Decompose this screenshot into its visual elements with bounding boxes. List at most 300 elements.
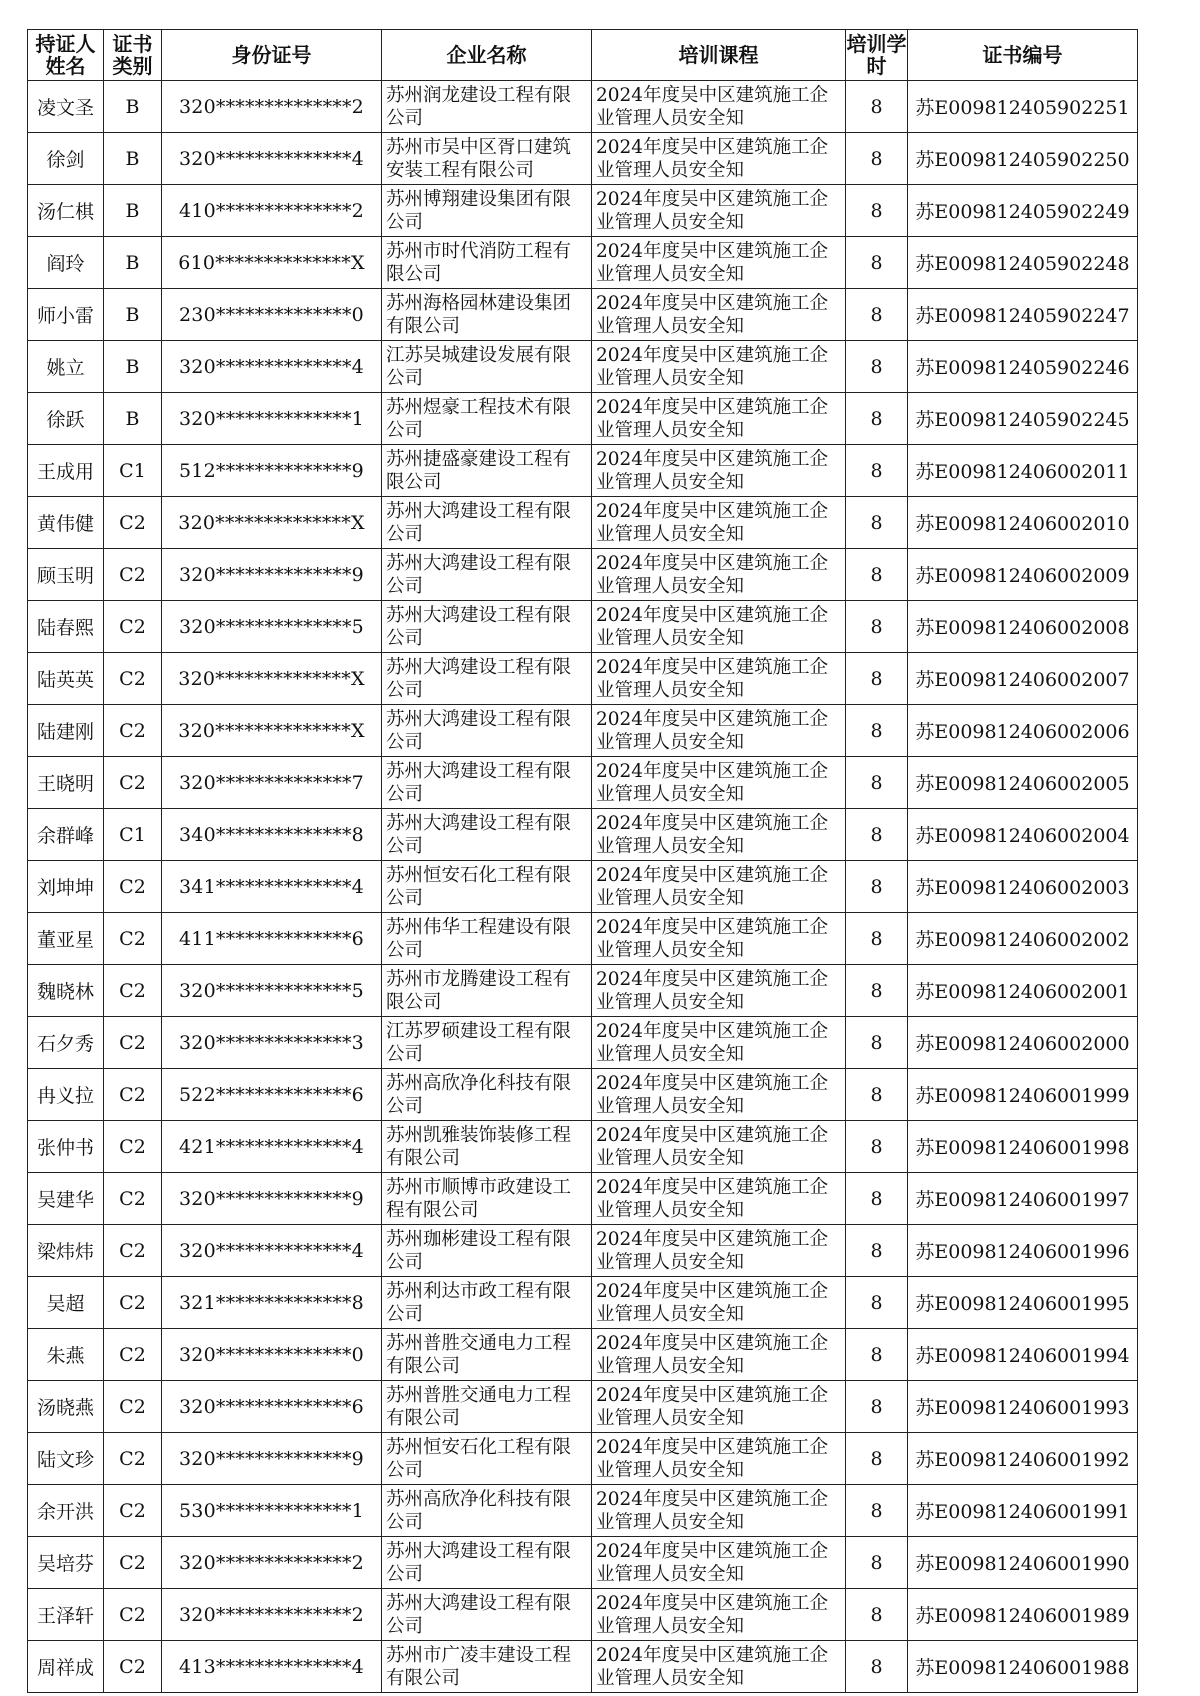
hours-cell: 8	[846, 1017, 908, 1069]
table-row	[28, 237, 1138, 289]
hours-cell: 8	[846, 497, 908, 549]
category-cell: B	[104, 393, 162, 445]
course-cell	[592, 1225, 846, 1277]
hours-cell: 8	[846, 705, 908, 757]
table-row	[28, 393, 1138, 445]
company-cell	[382, 1381, 592, 1433]
category-cell: C2	[104, 653, 162, 705]
course-cell-text: 2024年度吴中区建筑施工企业管理人员安全知	[596, 865, 829, 909]
holder-name-cell: 黄伟健	[28, 497, 104, 549]
table-row	[28, 705, 1138, 757]
company-cell	[382, 133, 592, 185]
course-cell	[592, 237, 846, 289]
id-number-cell: 320**************X	[162, 653, 382, 705]
company-cell	[382, 705, 592, 757]
holder-name-cell: 魏晓林	[28, 965, 104, 1017]
cert-no-cell: 苏E009812406002005	[908, 757, 1138, 809]
course-cell	[592, 653, 846, 705]
course-cell	[592, 1173, 846, 1225]
course-cell	[592, 133, 846, 185]
company-cell	[382, 497, 592, 549]
course-cell	[592, 497, 846, 549]
header-cert-no: 证书编号	[908, 30, 1138, 81]
id-number-cell: 320**************3	[162, 1017, 382, 1069]
id-number-cell: 320**************9	[162, 1173, 382, 1225]
hours-cell: 8	[846, 965, 908, 1017]
course-cell	[592, 1641, 846, 1693]
category-cell: B	[104, 237, 162, 289]
category-cell: C2	[104, 1537, 162, 1589]
hours-cell: 8	[846, 809, 908, 861]
table-row	[28, 1537, 1138, 1589]
hours-cell: 8	[846, 1589, 908, 1641]
hours-cell: 8	[846, 341, 908, 393]
table-row	[28, 497, 1138, 549]
course-cell-text: 2024年度吴中区建筑施工企业管理人员安全知	[596, 1645, 829, 1689]
cert-no-cell: 苏E009812406001990	[908, 1537, 1138, 1589]
table-row	[28, 965, 1138, 1017]
id-number-cell: 413**************4	[162, 1641, 382, 1693]
cert-no-cell: 苏E009812406002004	[908, 809, 1138, 861]
hours-cell: 8	[846, 237, 908, 289]
holder-name-cell: 董亚星	[28, 913, 104, 965]
header-id-number: 身份证号	[162, 30, 382, 81]
id-number-cell: 320**************5	[162, 601, 382, 653]
course-cell	[592, 549, 846, 601]
cert-no-cell: 苏E009812406002006	[908, 705, 1138, 757]
company-cell-text: 苏州伟华工程建设有限公司	[386, 917, 572, 961]
company-cell-text: 苏州大鸿建设工程有限公司	[386, 1541, 572, 1585]
category-cell: C2	[104, 1329, 162, 1381]
company-cell	[382, 1173, 592, 1225]
id-number-cell: 320**************7	[162, 757, 382, 809]
id-number-cell: 320**************4	[162, 1225, 382, 1277]
course-cell-text: 2024年度吴中区建筑施工企业管理人员安全知	[596, 1385, 829, 1429]
course-cell	[592, 1433, 846, 1485]
company-cell-text: 苏州润龙建设工程有限公司	[386, 85, 572, 129]
category-cell: C2	[104, 1017, 162, 1069]
hours-cell: 8	[846, 289, 908, 341]
course-cell	[592, 1381, 846, 1433]
company-cell-text: 苏州凯雅装饰装修工程有限公司	[386, 1125, 572, 1169]
table-row	[28, 1329, 1138, 1381]
id-number-cell: 320**************4	[162, 133, 382, 185]
cert-no-cell: 苏E009812406002002	[908, 913, 1138, 965]
hours-cell: 8	[846, 1121, 908, 1173]
category-cell: C2	[104, 497, 162, 549]
table-row	[28, 1589, 1138, 1641]
category-cell: C2	[104, 549, 162, 601]
category-cell: C2	[104, 1225, 162, 1277]
table-row	[28, 1017, 1138, 1069]
course-cell	[592, 809, 846, 861]
company-cell-text: 江苏罗硕建设工程有限公司	[386, 1021, 572, 1065]
table-row	[28, 809, 1138, 861]
company-cell-text: 苏州普胜交通电力工程有限公司	[386, 1333, 572, 1377]
holder-name-cell: 汤晓燕	[28, 1381, 104, 1433]
company-cell-text: 苏州利达市政工程有限公司	[386, 1281, 572, 1325]
course-cell	[592, 393, 846, 445]
course-cell	[592, 861, 846, 913]
id-number-cell: 320**************X	[162, 705, 382, 757]
cert-no-cell: 苏E009812406002008	[908, 601, 1138, 653]
holder-name-cell: 陆英英	[28, 653, 104, 705]
holder-name-cell: 梁炜炜	[28, 1225, 104, 1277]
hours-cell: 8	[846, 1069, 908, 1121]
hours-cell: 8	[846, 757, 908, 809]
id-number-cell: 320**************2	[162, 81, 382, 133]
hours-cell: 8	[846, 1485, 908, 1537]
course-cell	[592, 757, 846, 809]
company-cell	[382, 1433, 592, 1485]
category-cell: C2	[104, 1641, 162, 1693]
company-cell-text: 苏州大鸿建设工程有限公司	[386, 813, 572, 857]
course-cell-text: 2024年度吴中区建筑施工企业管理人员安全知	[596, 1229, 829, 1273]
hours-cell: 8	[846, 185, 908, 237]
company-cell-text: 苏州大鸿建设工程有限公司	[386, 761, 572, 805]
cert-no-cell: 苏E009812406001988	[908, 1641, 1138, 1693]
category-cell: C2	[104, 1173, 162, 1225]
company-cell	[382, 1589, 592, 1641]
course-cell	[592, 601, 846, 653]
cert-no-cell: 苏E009812405902251	[908, 81, 1138, 133]
header-company: 企业名称	[382, 30, 592, 81]
course-cell	[592, 81, 846, 133]
course-cell-text: 2024年度吴中区建筑施工企业管理人员安全知	[596, 189, 829, 233]
table-row	[28, 445, 1138, 497]
company-cell-text: 苏州珈彬建设工程有限公司	[386, 1229, 572, 1273]
hours-cell: 8	[846, 913, 908, 965]
cert-no-cell: 苏E009812405902247	[908, 289, 1138, 341]
cert-no-cell: 苏E009812406002010	[908, 497, 1138, 549]
company-cell-text: 苏州大鸿建设工程有限公司	[386, 657, 572, 701]
category-cell: C2	[104, 1381, 162, 1433]
cert-no-cell: 苏E009812405902248	[908, 237, 1138, 289]
course-cell-text: 2024年度吴中区建筑施工企业管理人员安全知	[596, 293, 829, 337]
course-cell-text: 2024年度吴中区建筑施工企业管理人员安全知	[596, 1073, 829, 1117]
cert-no-cell: 苏E009812406001999	[908, 1069, 1138, 1121]
company-cell	[382, 1329, 592, 1381]
holder-name-cell: 吴培芬	[28, 1537, 104, 1589]
course-cell-text: 2024年度吴中区建筑施工企业管理人员安全知	[596, 137, 829, 181]
holder-name-cell: 王成用	[28, 445, 104, 497]
category-cell: C2	[104, 705, 162, 757]
company-cell-text: 苏州大鸿建设工程有限公司	[386, 1593, 572, 1637]
hours-cell: 8	[846, 1277, 908, 1329]
course-cell-text: 2024年度吴中区建筑施工企业管理人员安全知	[596, 1541, 829, 1585]
cert-no-cell: 苏E009812406001994	[908, 1329, 1138, 1381]
holder-name-cell: 顾玉明	[28, 549, 104, 601]
cert-no-cell: 苏E009812406001989	[908, 1589, 1138, 1641]
company-cell-text: 苏州海格园林建设集团有限公司	[386, 293, 572, 337]
course-cell	[592, 705, 846, 757]
company-cell-text: 苏州市龙腾建设工程有限公司	[386, 969, 572, 1013]
cert-no-cell: 苏E009812406002003	[908, 861, 1138, 913]
category-cell: B	[104, 81, 162, 133]
category-cell: C2	[104, 1069, 162, 1121]
company-cell-text: 苏州高欣净化科技有限公司	[386, 1073, 572, 1117]
company-cell	[382, 1225, 592, 1277]
hours-cell: 8	[846, 549, 908, 601]
company-cell-text: 苏州高欣净化科技有限公司	[386, 1489, 572, 1533]
course-cell	[592, 445, 846, 497]
company-cell-text: 苏州大鸿建设工程有限公司	[386, 553, 572, 597]
cert-no-cell: 苏E009812406002001	[908, 965, 1138, 1017]
holder-name-cell: 汤仁棋	[28, 185, 104, 237]
id-number-cell: 320**************9	[162, 549, 382, 601]
company-cell	[382, 81, 592, 133]
course-cell	[592, 1589, 846, 1641]
company-cell-text: 苏州大鸿建设工程有限公司	[386, 605, 572, 649]
company-cell	[382, 653, 592, 705]
cert-no-cell: 苏E009812406002011	[908, 445, 1138, 497]
cert-no-cell: 苏E009812405902245	[908, 393, 1138, 445]
course-cell-text: 2024年度吴中区建筑施工企业管理人员安全知	[596, 1333, 829, 1377]
header-hours: 培训学时	[846, 30, 908, 81]
category-cell: B	[104, 185, 162, 237]
holder-name-cell: 阎玲	[28, 237, 104, 289]
course-cell	[592, 1069, 846, 1121]
id-number-cell: 321**************8	[162, 1277, 382, 1329]
category-cell: C2	[104, 1277, 162, 1329]
company-cell	[382, 809, 592, 861]
id-number-cell: 340**************8	[162, 809, 382, 861]
id-number-cell: 320**************2	[162, 1589, 382, 1641]
company-cell	[382, 185, 592, 237]
company-cell	[382, 913, 592, 965]
course-cell-text: 2024年度吴中区建筑施工企业管理人员安全知	[596, 1125, 829, 1169]
company-cell	[382, 237, 592, 289]
course-cell-text: 2024年度吴中区建筑施工企业管理人员安全知	[596, 1437, 829, 1481]
course-cell-text: 2024年度吴中区建筑施工企业管理人员安全知	[596, 813, 829, 857]
cert-no-cell: 苏E009812406001992	[908, 1433, 1138, 1485]
hours-cell: 8	[846, 1173, 908, 1225]
hours-cell: 8	[846, 861, 908, 913]
course-cell-text: 2024年度吴中区建筑施工企业管理人员安全知	[596, 657, 829, 701]
holder-name-cell: 周祥成	[28, 1641, 104, 1693]
id-number-cell: 512**************9	[162, 445, 382, 497]
holder-name-cell: 徐剑	[28, 133, 104, 185]
table-row	[28, 341, 1138, 393]
holder-name-cell: 朱燕	[28, 1329, 104, 1381]
company-cell	[382, 1641, 592, 1693]
id-number-cell: 320**************4	[162, 341, 382, 393]
table-row	[28, 1381, 1138, 1433]
table-row	[28, 185, 1138, 237]
table-row	[28, 1641, 1138, 1693]
course-cell-text: 2024年度吴中区建筑施工企业管理人员安全知	[596, 917, 829, 961]
id-number-cell: 230**************0	[162, 289, 382, 341]
holder-name-cell: 陆春熙	[28, 601, 104, 653]
company-cell	[382, 549, 592, 601]
course-cell-text: 2024年度吴中区建筑施工企业管理人员安全知	[596, 1489, 829, 1533]
course-cell-text: 2024年度吴中区建筑施工企业管理人员安全知	[596, 345, 829, 389]
holder-name-cell: 王泽轩	[28, 1589, 104, 1641]
category-cell: C1	[104, 445, 162, 497]
course-cell	[592, 1537, 846, 1589]
table-row	[28, 1485, 1138, 1537]
cert-no-cell: 苏E009812406002000	[908, 1017, 1138, 1069]
category-cell: B	[104, 133, 162, 185]
holder-name-cell: 石夕秀	[28, 1017, 104, 1069]
id-number-cell: 421**************4	[162, 1121, 382, 1173]
category-cell: B	[104, 289, 162, 341]
holder-name-cell: 吴建华	[28, 1173, 104, 1225]
hours-cell: 8	[846, 1641, 908, 1693]
category-cell: C2	[104, 913, 162, 965]
category-cell: C2	[104, 1433, 162, 1485]
course-cell	[592, 185, 846, 237]
course-cell-text: 2024年度吴中区建筑施工企业管理人员安全知	[596, 85, 829, 129]
holder-name-cell: 余群峰	[28, 809, 104, 861]
holder-name-cell: 姚立	[28, 341, 104, 393]
id-number-cell: 320**************X	[162, 497, 382, 549]
course-cell	[592, 913, 846, 965]
course-cell-text: 2024年度吴中区建筑施工企业管理人员安全知	[596, 1177, 829, 1221]
company-cell	[382, 757, 592, 809]
holder-name-cell: 陆文珍	[28, 1433, 104, 1485]
company-cell-text: 江苏吴城建设发展有限公司	[386, 345, 572, 389]
table-row	[28, 653, 1138, 705]
holder-name-cell: 凌文圣	[28, 81, 104, 133]
hours-cell: 8	[846, 601, 908, 653]
table-row	[28, 1173, 1138, 1225]
company-cell	[382, 341, 592, 393]
certificate-table	[27, 29, 1138, 1693]
company-cell	[382, 1069, 592, 1121]
holder-name-cell: 王晓明	[28, 757, 104, 809]
category-cell: C1	[104, 809, 162, 861]
id-number-cell: 522**************6	[162, 1069, 382, 1121]
category-cell: C2	[104, 601, 162, 653]
holder-name-cell: 张仲书	[28, 1121, 104, 1173]
cert-no-cell: 苏E009812406001997	[908, 1173, 1138, 1225]
id-number-cell: 411**************6	[162, 913, 382, 965]
cert-no-cell: 苏E009812406001995	[908, 1277, 1138, 1329]
id-number-cell: 320**************6	[162, 1381, 382, 1433]
category-cell: C2	[104, 1485, 162, 1537]
hours-cell: 8	[846, 1225, 908, 1277]
table-row	[28, 1225, 1138, 1277]
course-cell-text: 2024年度吴中区建筑施工企业管理人员安全知	[596, 449, 829, 493]
header-category: 证书类别	[104, 30, 162, 81]
category-cell: C2	[104, 757, 162, 809]
hours-cell: 8	[846, 1537, 908, 1589]
company-cell-text: 苏州大鸿建设工程有限公司	[386, 709, 572, 753]
company-cell	[382, 1277, 592, 1329]
hours-cell: 8	[846, 133, 908, 185]
course-cell-text: 2024年度吴中区建筑施工企业管理人员安全知	[596, 1021, 829, 1065]
company-cell-text: 苏州市时代消防工程有限公司	[386, 241, 572, 285]
id-number-cell: 410**************2	[162, 185, 382, 237]
holder-name-cell: 陆建刚	[28, 705, 104, 757]
company-cell	[382, 393, 592, 445]
company-cell	[382, 1537, 592, 1589]
cert-no-cell: 苏E009812406001991	[908, 1485, 1138, 1537]
course-cell	[592, 1485, 846, 1537]
course-cell-text: 2024年度吴中区建筑施工企业管理人员安全知	[596, 553, 829, 597]
company-cell	[382, 861, 592, 913]
course-cell	[592, 1329, 846, 1381]
table-row	[28, 81, 1138, 133]
holder-name-cell: 刘坤坤	[28, 861, 104, 913]
company-cell-text: 苏州普胜交通电力工程有限公司	[386, 1385, 572, 1429]
course-cell-text: 2024年度吴中区建筑施工企业管理人员安全知	[596, 605, 829, 649]
table-row	[28, 1277, 1138, 1329]
hours-cell: 8	[846, 393, 908, 445]
course-cell	[592, 1017, 846, 1069]
holder-name-cell: 徐跃	[28, 393, 104, 445]
table-row	[28, 861, 1138, 913]
course-cell-text: 2024年度吴中区建筑施工企业管理人员安全知	[596, 761, 829, 805]
company-cell	[382, 1485, 592, 1537]
company-cell-text: 苏州市广凌丰建设工程有限公司	[386, 1645, 572, 1689]
id-number-cell: 320**************2	[162, 1537, 382, 1589]
category-cell: B	[104, 341, 162, 393]
cert-no-cell: 苏E009812406001996	[908, 1225, 1138, 1277]
hours-cell: 8	[846, 81, 908, 133]
course-cell-text: 2024年度吴中区建筑施工企业管理人员安全知	[596, 709, 829, 753]
company-cell-text: 苏州恒安石化工程有限公司	[386, 865, 572, 909]
category-cell: C2	[104, 861, 162, 913]
course-cell	[592, 965, 846, 1017]
holder-name-cell: 师小雷	[28, 289, 104, 341]
table-row	[28, 1121, 1138, 1173]
company-cell-text: 苏州博翔建设集团有限公司	[386, 189, 572, 233]
cert-no-cell: 苏E009812405902246	[908, 341, 1138, 393]
cert-no-cell: 苏E009812406001993	[908, 1381, 1138, 1433]
company-cell	[382, 601, 592, 653]
company-cell	[382, 965, 592, 1017]
cert-no-cell: 苏E009812405902249	[908, 185, 1138, 237]
table-row	[28, 1069, 1138, 1121]
course-cell-text: 2024年度吴中区建筑施工企业管理人员安全知	[596, 969, 829, 1013]
hours-cell: 8	[846, 1329, 908, 1381]
category-cell: C2	[104, 965, 162, 1017]
cert-no-cell: 苏E009812406001998	[908, 1121, 1138, 1173]
cert-no-cell: 苏E009812405902250	[908, 133, 1138, 185]
cert-no-cell: 苏E009812406002007	[908, 653, 1138, 705]
course-cell	[592, 1277, 846, 1329]
course-cell-text: 2024年度吴中区建筑施工企业管理人员安全知	[596, 1593, 829, 1637]
id-number-cell: 610**************X	[162, 237, 382, 289]
table-row	[28, 549, 1138, 601]
company-cell-text: 苏州捷盛豪建设工程有限公司	[386, 449, 572, 493]
table-row	[28, 601, 1138, 653]
course-cell	[592, 289, 846, 341]
table-row	[28, 289, 1138, 341]
company-cell-text: 苏州市吴中区胥口建筑安装工程有限公司	[386, 137, 572, 181]
course-cell	[592, 341, 846, 393]
company-cell	[382, 289, 592, 341]
hours-cell: 8	[846, 653, 908, 705]
company-cell	[382, 1121, 592, 1173]
id-number-cell: 320**************0	[162, 1329, 382, 1381]
hours-cell: 8	[846, 1433, 908, 1485]
header-course: 培训课程	[592, 30, 846, 81]
table-body	[28, 81, 1138, 1693]
company-cell-text: 苏州恒安石化工程有限公司	[386, 1437, 572, 1481]
header-name: 持证人姓名	[28, 30, 104, 81]
company-cell-text: 苏州煜豪工程技术有限公司	[386, 397, 572, 441]
category-cell: C2	[104, 1121, 162, 1173]
holder-name-cell: 吴超	[28, 1277, 104, 1329]
company-cell	[382, 445, 592, 497]
company-cell	[382, 1017, 592, 1069]
course-cell-text: 2024年度吴中区建筑施工企业管理人员安全知	[596, 397, 829, 441]
header-row	[28, 30, 1138, 81]
table-row	[28, 133, 1138, 185]
